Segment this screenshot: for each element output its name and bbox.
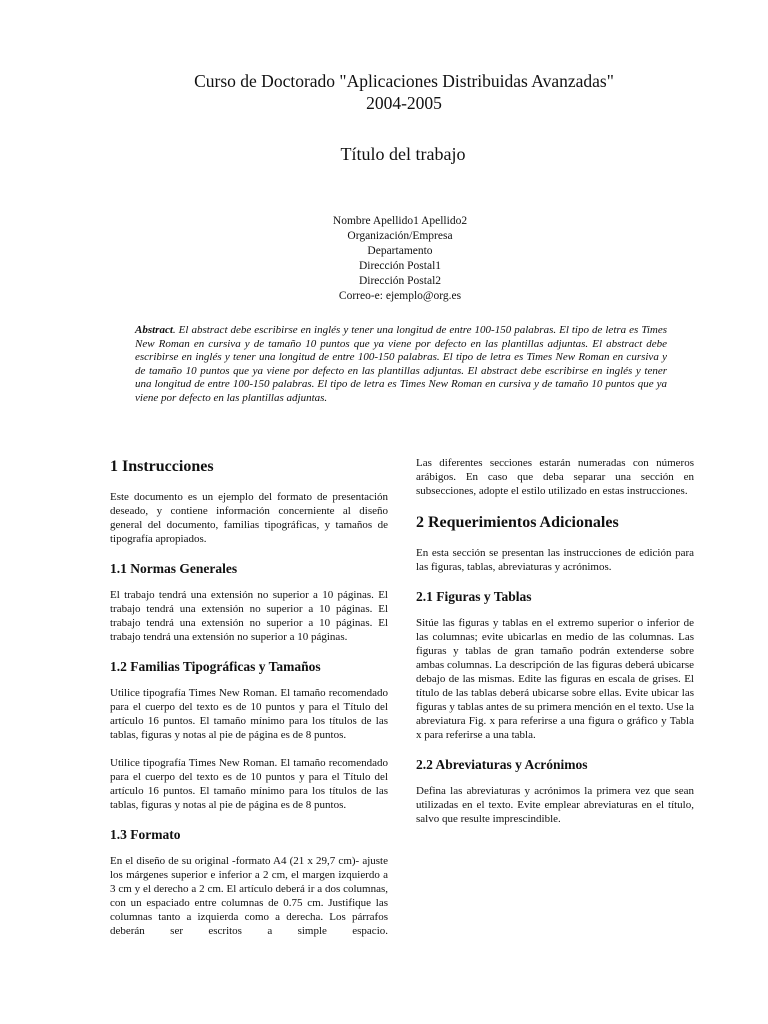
abstract — [135, 324, 667, 406]
author-department: Departamento — [367, 245, 433, 257]
course-title — [0, 70, 768, 114]
right-column — [416, 456, 694, 840]
paper-title: Título del trabajo — [340, 144, 466, 164]
section-heading-1: 1 Instrucciones — [110, 458, 214, 475]
section-heading-2: 2 Requerimientos Adicionales — [416, 514, 619, 531]
section-1-1-paragraph: El trabajo tendrá una extensión no superior a 10 páginas. El trabajo tendrá una extensión no superior a 10 páginas. El trabajo tendrá una extensión no superior a 10 páginas. El trabajo tendrá una extensión no superior a 10 páginas. — [110, 589, 388, 643]
section-2-1-paragraph: Sitúe las figuras y tablas en el extremo superior o inferior de las columnas; evite ubicarlas en medio de las columnas. Las figuras y tablas de gran tamaño podrán extenderse sobre ambas columnas. La descripción de las figuras deberá ubicarse debajo de las mismas. Edite las figuras en escala de grises. El título de las tablas deberá ubicarse sobre ellas. Evite ubicar las figuras y tablas antes de su primera mención en el texto. Use la abreviatura Fig. x para referirse a una figura o gráfico y Tabla x para referirse a una tabla. — [416, 617, 694, 741]
abstract-text: . El abstract debe escribirse en inglés y tener una longitud de entre 100-150 palabras. El tipo de letra es Times New Roman en cursiva y de tamaño 10 puntos que ya viene por defecto en las plantillas adjuntas. El abstract debe escribirse en inglés y tener una longitud de entre 100-150 palabras. El tipo de letra es Times New Roman en cursiva y de tamaño 10 puntos que ya viene por defecto en las plantillas adjuntas. El abstract debe escribirse en inglés y tener una longitud de entre 100-150 palabras. El tipo de letra es Times New Roman en cursiva y de tamaño 10 puntos que ya viene por defecto en las plantillas adjuntas. — [135, 324, 667, 404]
section-heading-1-1: 1.1 Normas Generales — [110, 561, 238, 576]
abstract-label: Abstract — [135, 324, 173, 336]
author-block — [0, 214, 768, 304]
section-2-2-paragraph: Defina las abreviaturas y acrónimos la primera vez que sean utilizadas en el texto. Evite emplear abreviaturas en el título, salvo que resulte imprescindible. — [416, 785, 694, 825]
course-title-line2: 2004-2005 — [366, 93, 442, 113]
section-1-2-paragraph-1: Utilice tipografía Times New Roman. El tamaño recomendado para el cuerpo del texto es de 10 puntos y para el Título del artículo 16 puntos. El tamaño mínimo para los títulos de las tablas, figuras y notas al pie de página es de 8 puntos. — [110, 687, 388, 741]
course-title-line1: Curso de Doctorado "Aplicaciones Distribuidas Avanzadas" — [194, 71, 614, 91]
section-1-paragraph: Este documento es un ejemplo del formato de presentación deseado, y contiene información concerniente al diseño general del documento, familias tipográficas, y tamaños de tipografía apropiados. — [110, 491, 388, 545]
left-column — [110, 456, 388, 952]
author-address-1: Dirección Postal1 — [358, 260, 442, 272]
author-organization: Organización/Empresa — [347, 230, 453, 242]
author-email: Correo-e: ejemplo@org.es — [338, 290, 462, 302]
section-heading-1-3: 1.3 Formato — [110, 827, 181, 842]
author-name: Nombre Apellido1 Apellido2 — [332, 215, 468, 227]
section-2-paragraph: En esta sección se presentan las instrucciones de edición para las figuras, tablas, abreviaturas y acrónimos. — [416, 547, 694, 573]
section-heading-2-1: 2.1 Figuras y Tablas — [416, 589, 532, 604]
section-heading-1-2: 1.2 Familias Tipográficas y Tamaños — [110, 659, 321, 674]
author-address-2: Dirección Postal2 — [358, 275, 442, 287]
section-1-2-paragraph-2: Utilice tipografía Times New Roman. El tamaño recomendado para el cuerpo del texto es de 10 puntos y para el Título del artículo 16 puntos. El tamaño mínimo para los títulos de las tablas, figuras y notas al pie de página es de 8 puntos. — [110, 757, 388, 811]
section-heading-2-2: 2.2 Abreviaturas y Acrónimos — [416, 757, 588, 772]
section-1-3-paragraph-1: En el diseño de su original -formato A4 (21 x 29,7 cm)- ajuste los márgenes superior e inferior a 2 cm, el margen izquierdo a 3 cm y el derecho a 2 cm. El artículo deberá ir a dos columnas, con un espaciado entre columnas de 0.75 cm. Justifique las columnas tanto a izquierda como a derecha. Los párrafos deberán ser escritos a simple espacio. — [110, 855, 388, 937]
section-1-3-paragraph-2: Las diferentes secciones estarán numeradas con números arábigos. En caso que deba separar una sección en subsecciones, adopte el estilo utilizado en estas instrucciones. — [416, 457, 694, 497]
